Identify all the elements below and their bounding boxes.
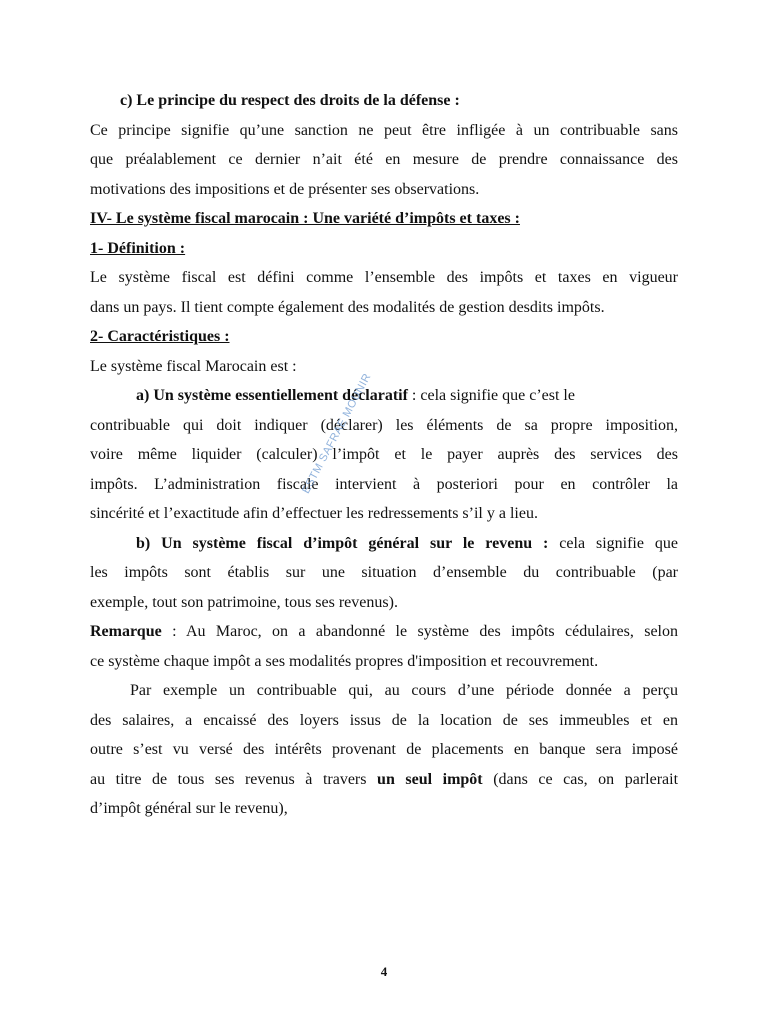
item-b-line-2: les impôts sont établis sur une situation d’ensemble du contribuable (par (90, 564, 678, 581)
section-iv-heading: IV- Le système fiscal marocain : Une variété d’impôts et taxes : (90, 210, 520, 227)
item-a-line-2: contribuable qui doit indiquer (déclarer) les éléments de sa propre imposition, (90, 416, 678, 434)
exemple-line-4-bold: un seul impôt (377, 770, 483, 788)
item-a-line-5: sincérité et l’exactitude afin d’effectuer les redressements s’il y a lieu. (90, 505, 538, 522)
remarque-line-2: ce système chaque impôt a ses modalités propres d'imposition et recouvrement. (90, 652, 599, 670)
exemple-line-4-after: (dans ce cas, on parlerait (482, 770, 679, 788)
exemple-line-3: outre s’est vu versé des intérêts provenant de placements en banque sera imposé (90, 741, 678, 758)
watermark-text: ESTM SAFRAE MOUNIR (300, 371, 374, 496)
item-a-label: a) Un système essentiellement déclaratif (136, 387, 408, 404)
item-b-first-line (90, 529, 678, 559)
definition-line-1: Le système fiscal est défini comme l’ensemble des impôts et taxes en vigueur (90, 269, 678, 286)
remarque-first-rest: : Au Maroc, on a abandonné le système des impôts cédulaires, selon (161, 623, 678, 640)
item-a-first-rest: : cela signifie que c’est le (407, 387, 575, 404)
remarque-line-1 (90, 617, 678, 647)
exemple-line-4 (90, 765, 678, 795)
remarque-label: Remarque (90, 623, 162, 640)
section-c-line-1: Ce principe signifie qu’une sanction ne peut être infligée à un contribuable sans (90, 121, 678, 139)
item-b-first-rest: cela signifie que (548, 534, 678, 552)
item-a-line-4: impôts. L’administration fiscale intervient à posteriori pour en contrôler la (90, 475, 678, 493)
document-page (90, 86, 678, 824)
exemple-line-2: des salaires, a encaissé des loyers issus de la location de ses immeubles et en (90, 711, 678, 729)
exemple-line-4-before: au titre de tous ses revenus à travers (90, 770, 378, 788)
item-a-line-3: voire même liquider (calculer) l’impôt et le payer auprès des services des (90, 446, 678, 463)
caracteristiques-heading: 2- Caractéristiques : (90, 328, 230, 345)
definition-line-2: dans un pays. Il tient compte également des modalités de gestion desdits impôts. (90, 298, 605, 316)
section-c-line-3: motivations des impositions et de présenter ses observations. (90, 180, 480, 198)
page-number: 4 (380, 964, 388, 979)
item-a-first-line (90, 381, 678, 411)
item-b-line-3: exemple, tout son patrimoine, tous ses revenus). (90, 593, 398, 611)
definition-heading: 1- Définition : (90, 239, 186, 257)
caracteristiques-intro: Le système fiscal Marocain est : (90, 357, 297, 375)
section-c-line-2: que préalablement ce dernier n’ait été en mesure de prendre connaissance des (90, 151, 678, 168)
section-c-heading: c) Le principe du respect des droits de la défense : (120, 92, 460, 109)
exemple-line-1: Par exemple un contribuable qui, au cours d’une période donnée a perçu (130, 682, 678, 699)
item-b-label: b) Un système fiscal d’impôt général sur le revenu : (136, 534, 549, 552)
exemple-line-5: d’impôt général sur le revenu), (90, 800, 288, 817)
